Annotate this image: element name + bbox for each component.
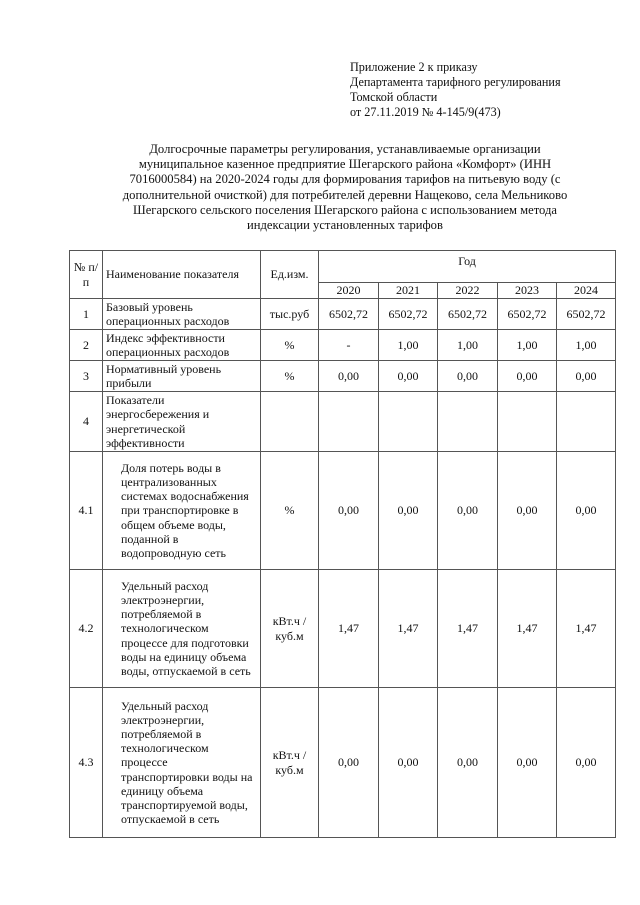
row-num: 4.1 xyxy=(70,452,103,570)
row-name: Показатели энергосбережения и энергетической эффективности xyxy=(103,392,261,452)
row-value: 1,47 xyxy=(438,570,498,688)
row-value: 6502,72 xyxy=(379,299,438,330)
row-value: 0,00 xyxy=(557,452,616,570)
row-value: 1,00 xyxy=(557,330,616,361)
row-value: 0,00 xyxy=(379,361,438,392)
row-unit: кВт.ч / куб.м xyxy=(261,570,319,688)
appendix-line-2: Департамента тарифного регулирования xyxy=(350,75,561,89)
row-value: 0,00 xyxy=(319,452,379,570)
row-value: 0,00 xyxy=(438,688,498,838)
row-value: 1,47 xyxy=(498,570,557,688)
appendix-line-1: Приложение 2 к приказу xyxy=(350,60,478,74)
row-value: - xyxy=(319,330,379,361)
row-name: Нормативный уровень прибыли xyxy=(103,361,261,392)
row-value: 0,00 xyxy=(557,688,616,838)
row-value: 0,00 xyxy=(319,361,379,392)
row-value: 0,00 xyxy=(438,361,498,392)
row-unit: кВт.ч / куб.м xyxy=(261,688,319,838)
row-value: 0,00 xyxy=(379,688,438,838)
row-value: 6502,72 xyxy=(438,299,498,330)
row-unit: % xyxy=(261,361,319,392)
row-name: Индекс эффективности операционных расходов xyxy=(103,330,261,361)
row-num: 1 xyxy=(70,299,103,330)
title-line: муниципальное казенное предприятие Шегарского района «Комфорт» (ИНН xyxy=(138,157,552,172)
row-name: Доля потерь воды в централизованных системах водоснабжения при транспортировке в общем объеме воды, поданной в водопроводную сеть xyxy=(103,452,261,570)
row-value xyxy=(319,392,379,452)
title-line: Долгосрочные параметры регулирования, устанавливаемые организации xyxy=(149,142,541,156)
header-year: 2021 xyxy=(379,283,438,299)
header-year: 2022 xyxy=(438,283,498,299)
table-row xyxy=(70,299,616,330)
row-value: 1,47 xyxy=(379,570,438,688)
appendix-line-3: Томской области xyxy=(350,90,438,104)
parameters-table xyxy=(69,250,616,838)
row-value: 1,00 xyxy=(379,330,438,361)
title-line: 7016000584) на 2020-2024 годы для формирования тарифов на питьевую воду (с xyxy=(129,172,561,187)
row-num: 2 xyxy=(70,330,103,361)
row-unit xyxy=(261,392,319,452)
header-year-group: Год xyxy=(319,251,616,283)
table-row xyxy=(70,688,616,838)
appendix-line-4: от 27.11.2019 № 4-145/9(473) xyxy=(350,105,501,119)
row-value xyxy=(438,392,498,452)
row-value: 6502,72 xyxy=(498,299,557,330)
header-name: Наименование показателя xyxy=(103,251,261,299)
title-line: индексации установленных тарифов xyxy=(247,218,443,233)
row-value: 0,00 xyxy=(319,688,379,838)
document-title xyxy=(95,142,595,233)
row-value: 0,00 xyxy=(498,361,557,392)
header-year: 2024 xyxy=(557,283,616,299)
row-num: 4.3 xyxy=(70,688,103,838)
appendix-header xyxy=(350,60,630,120)
row-unit: тыс.руб xyxy=(261,299,319,330)
row-value xyxy=(379,392,438,452)
row-name: Удельный расход электроэнергии, потребляемой в технологическом процессе транспортировки воды на единицу объема транспортируемой воды, отпускаемой в сеть xyxy=(103,688,261,838)
row-value: 1,00 xyxy=(438,330,498,361)
table-row xyxy=(70,361,616,392)
table-row xyxy=(70,392,616,452)
row-value: 1,47 xyxy=(557,570,616,688)
row-name: Базовый уровень операционных расходов xyxy=(103,299,261,330)
row-num: 4.2 xyxy=(70,570,103,688)
table-row xyxy=(70,452,616,570)
table-row xyxy=(70,570,616,688)
row-value xyxy=(557,392,616,452)
row-unit: % xyxy=(261,330,319,361)
row-unit: % xyxy=(261,452,319,570)
header-row xyxy=(70,251,616,283)
row-num: 3 xyxy=(70,361,103,392)
row-value: 0,00 xyxy=(498,688,557,838)
row-num: 4 xyxy=(70,392,103,452)
header-unit: Ед.изм. xyxy=(261,251,319,299)
row-value xyxy=(498,392,557,452)
header-year: 2023 xyxy=(498,283,557,299)
row-value: 0,00 xyxy=(438,452,498,570)
title-line: Шегарского сельского поселения Шегарского района с использованием метода xyxy=(133,202,557,217)
row-value: 0,00 xyxy=(379,452,438,570)
table-row xyxy=(70,330,616,361)
row-value: 1,47 xyxy=(319,570,379,688)
row-value: 0,00 xyxy=(557,361,616,392)
header-num: № п/п xyxy=(70,251,103,299)
row-value: 1,00 xyxy=(498,330,557,361)
row-value: 0,00 xyxy=(498,452,557,570)
title-line: дополнительной очисткой) для потребителей деревни Нащеково, села Мельниково xyxy=(122,187,568,202)
row-value: 6502,72 xyxy=(557,299,616,330)
header-year: 2020 xyxy=(319,283,379,299)
row-value: 6502,72 xyxy=(319,299,379,330)
row-name: Удельный расход электроэнергии, потребляемой в технологическом процессе для подготовки воды на единицу объема воды, отпускаемой в сеть xyxy=(103,570,261,688)
